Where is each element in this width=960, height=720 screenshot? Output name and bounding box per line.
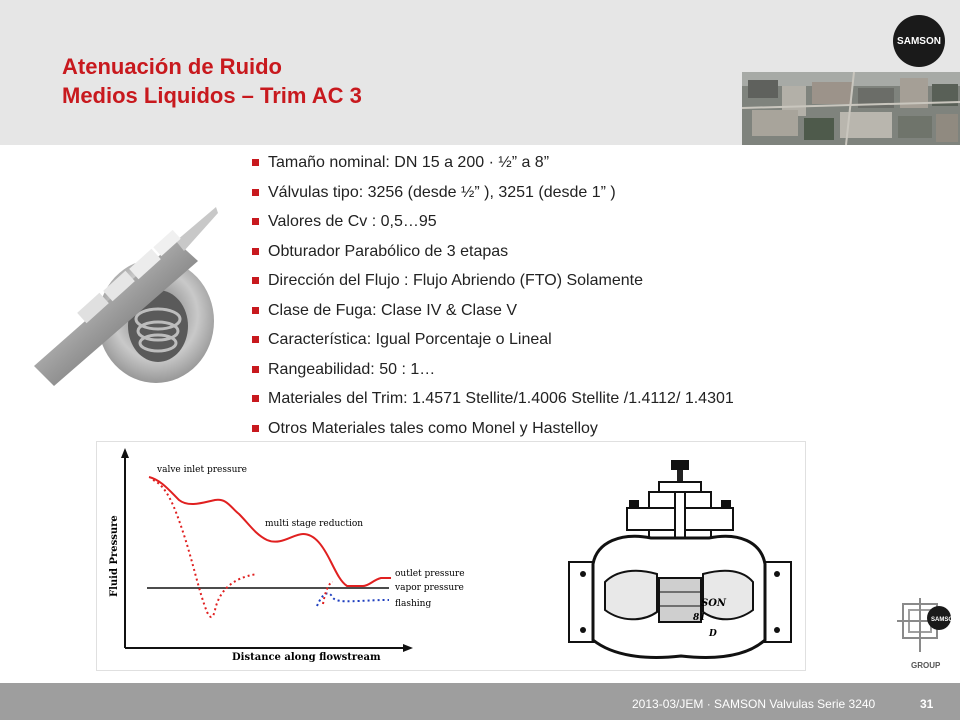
group-logo-badge-text: SAMSON bbox=[931, 617, 957, 623]
bullet-square-icon bbox=[252, 189, 259, 196]
flashing-curve bbox=[317, 593, 389, 606]
valve-marking-81: 81 bbox=[693, 613, 706, 623]
page-number: 31 bbox=[920, 697, 934, 711]
bullet-square-icon bbox=[252, 307, 259, 314]
bullet-square-icon bbox=[252, 425, 259, 432]
group-logo-text: GROUP bbox=[911, 661, 941, 670]
list-item bbox=[248, 266, 734, 296]
list-item bbox=[248, 237, 734, 267]
valve-cross-section-drawing bbox=[569, 460, 791, 657]
aerial-photo bbox=[742, 72, 960, 145]
list-item-text: Materiales del Trim: 1.4571 Stellite/1.4006 Stellite /1.4112/ 1.4301 bbox=[268, 390, 734, 407]
bullet-square-icon bbox=[252, 218, 259, 225]
y-axis-label: Fluid Pressure bbox=[109, 515, 120, 597]
feature-list bbox=[248, 148, 734, 443]
bullet-square-icon bbox=[252, 248, 259, 255]
bullet-square-icon bbox=[252, 277, 259, 284]
list-item bbox=[248, 148, 734, 178]
multi-stage-pressure-curve bbox=[149, 477, 391, 586]
title-line-1: Atenuación de Ruido bbox=[62, 54, 282, 79]
y-axis-arrow-icon bbox=[121, 448, 129, 458]
valve-marking-son: SON bbox=[701, 598, 727, 609]
list-item bbox=[248, 207, 734, 237]
bullet-square-icon bbox=[252, 366, 259, 373]
slide-title bbox=[62, 52, 362, 110]
list-item-text: Clase de Fuga: Clase IV & Clase V bbox=[268, 301, 518, 319]
list-item-text: Válvulas tipo: 3256 (desde ½” ), 3251 (desde 1” ) bbox=[268, 183, 616, 201]
samson-group-logo bbox=[897, 596, 957, 678]
list-item-text: Rangeabilidad: 50 : 1… bbox=[268, 360, 436, 378]
list-item bbox=[248, 384, 734, 414]
pressure-profile-diagram bbox=[97, 442, 805, 670]
list-item bbox=[248, 414, 734, 444]
list-item bbox=[248, 355, 734, 385]
valve-inlet-label: valve inlet pressure bbox=[157, 465, 248, 475]
list-item-text: Tamaño nominal: DN 15 a 200 · ½” a 8” bbox=[268, 154, 550, 171]
samson-group-logo-graphic bbox=[897, 596, 957, 678]
list-item-text: Obturador Parabólico de 3 etapas bbox=[268, 242, 509, 260]
footer-text: 2013-03/JEM · SAMSON Valvulas Serie 3240 bbox=[632, 697, 876, 711]
title-line-2: Medios Liquidos – Trim AC 3 bbox=[62, 83, 362, 108]
x-axis-label: Distance along flowstream bbox=[232, 652, 381, 663]
multi-stage-label: multi stage reduction bbox=[265, 519, 364, 529]
single-stage-pressure-curve bbox=[153, 480, 257, 617]
list-item bbox=[248, 325, 734, 355]
flashing-label: flashing bbox=[395, 599, 432, 609]
list-item bbox=[248, 296, 734, 326]
valve-marking-d: D bbox=[709, 629, 717, 639]
list-item-text: Dirección del Flujo : Flujo Abriendo (FTO) Solamente bbox=[268, 272, 643, 289]
outlet-pressure-label: outlet pressure bbox=[395, 569, 465, 579]
list-item-text: Característica: Igual Porcentaje o Lineal bbox=[268, 331, 552, 348]
bullet-square-icon bbox=[252, 395, 259, 402]
bullet-square-icon bbox=[252, 159, 259, 166]
list-item-text: Otros Materiales tales como Monel y Hastelloy bbox=[268, 419, 598, 437]
list-item-text: Valores de Cv : 0,5…95 bbox=[268, 213, 437, 230]
outlet-dotted-curve bbox=[323, 582, 333, 604]
vapor-pressure-label: vapor pressure bbox=[395, 583, 464, 593]
pressure-diagram-panel bbox=[96, 441, 806, 671]
aerial-photo-image bbox=[742, 72, 960, 145]
valve-plug-image bbox=[26, 201, 218, 393]
valve-plug-photo bbox=[26, 201, 218, 393]
bullet-square-icon bbox=[252, 336, 259, 343]
list-item bbox=[248, 178, 734, 208]
x-axis-arrow-icon bbox=[403, 644, 413, 652]
samson-logo-text: SAMSON bbox=[897, 35, 941, 47]
samson-logo bbox=[893, 15, 945, 67]
